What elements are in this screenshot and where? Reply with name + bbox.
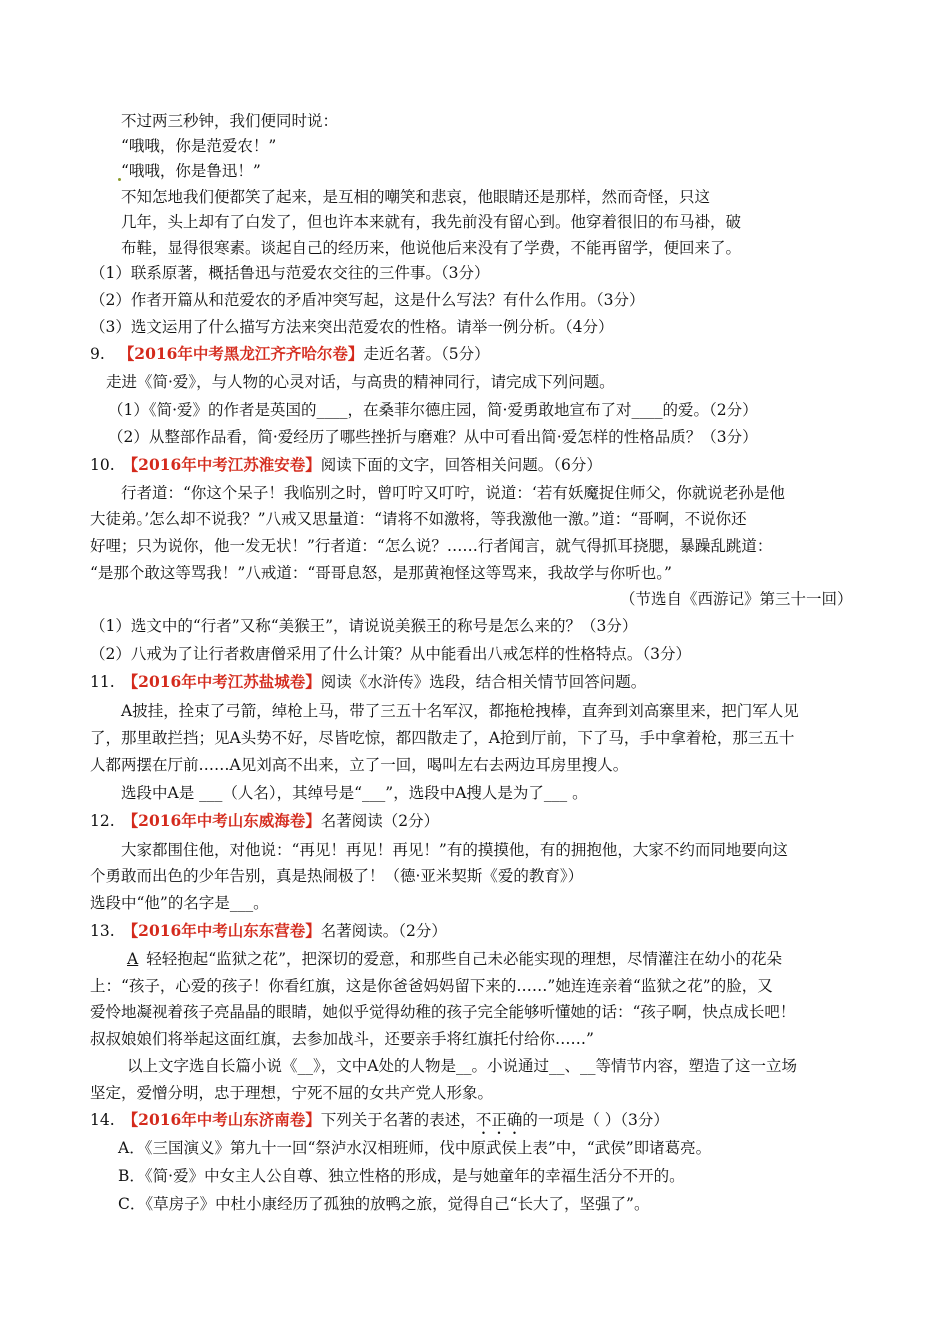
- passage-line: [127, 948, 782, 970]
- passage-line: 爱怜地凝视着孩子亮晶晶的眼睛，她似乎觉得幼稚的孩子完全能够听懂她的话：“孩子啊，快点成长吧！: [90, 1003, 796, 1021]
- passage-line: 个勇敢而出色的少年告别，真是热闹极了！（德·亚米契斯《爱的教育》）: [90, 867, 584, 885]
- emphasis-text: 不正确: [475, 1111, 523, 1129]
- question-title: 名著阅读。（2分）: [320, 922, 447, 940]
- question-intro: 走进《简·爱》，与人物的心灵对话，与高贵的精神同行，请完成下列问题。: [106, 373, 615, 391]
- question-item: （1）选文中的“行者”又称“美猴王”，请说说美猴王的称号是怎么来的？（3分）: [90, 617, 638, 635]
- question-item: 以上文字选自长篇小说《__》，文中A处的人物是__。小说通过__、__等情节内容，塑造了这一立场: [127, 1057, 797, 1075]
- question-item: （2）八戒为了让行者救唐僧采用了什么计策？从中能看出八戒怎样的性格特点。（3分）: [90, 645, 691, 663]
- option-b: B．《简·爱》中女主人公自尊、独立性格的形成，是与她童年的幸福生活分不开的。: [118, 1167, 685, 1185]
- source-tag: 【2016年中考黑龙江齐齐哈尔卷】: [118, 344, 364, 363]
- question-title: 阅读《水浒传》选段，结合相关情节回答问题。: [320, 673, 647, 691]
- passage-line: 行者道：“你这个呆子！我临别之时，曾叮咛又叮咛，说道：‘若有妖魔捉住师父，你就说老孙是他: [121, 484, 785, 502]
- source-tag: 【2016年中考山东东营卷】: [122, 921, 321, 940]
- passage-line: “哦哦，你是鲁迅！”: [121, 162, 261, 180]
- passage-line: 不知怎地我们便都笑了起来，是互相的嘲笑和悲哀，他眼睛还是那样，然而奇怪，只这: [121, 188, 711, 206]
- question-11-heading: [90, 671, 646, 693]
- citation: （节选自《西游记》第三十一回）: [620, 590, 853, 608]
- passage-line: 上：“孩子，心爱的孩子！你看红旗，这是你爸爸妈妈留下来的……”她连连亲着“监狱之花”的脸，又: [90, 977, 773, 995]
- question-item: （1）《简·爱》的作者是英国的____，在桑菲尔德庄园，简·爱勇敢地宣布了对____的爱。（2分）: [108, 401, 758, 419]
- passage-line: 几年，头上却有了白发了，但也许本来就有，我先前没有留心到。他穿着很旧的布马褂，破: [121, 213, 742, 231]
- question-item: （2）从整部作品看，简·爱经历了哪些挫折与磨难？从中可看出简·爱怎样的性格品质？（3分）: [108, 428, 758, 446]
- question-item: 选段中“他”的名字是___。: [90, 894, 269, 912]
- passage-line: 好哩；只为说你，他一发无状！”行者道：“怎么说？……行者闻言，就气得抓耳挠腮，暴躁乱跳道：: [90, 537, 773, 555]
- question-number: 13.: [90, 922, 115, 940]
- question-title: 走近名著。（5分）: [363, 345, 490, 363]
- question-title: 下列关于名著的表述，: [320, 1111, 476, 1129]
- question-title: 名著阅读（2分）: [320, 812, 440, 830]
- question-title-end: 的一项是（ ）（3分）: [522, 1111, 669, 1129]
- source-tag: 【2016年中考山东威海卷】: [122, 811, 321, 830]
- source-tag: 【2016年中考江苏盐城卷】: [122, 672, 321, 691]
- question-14-heading: [90, 1109, 669, 1138]
- ink-dot: [118, 178, 121, 181]
- blank-a: A: [127, 950, 139, 968]
- question-9-heading: [90, 343, 490, 365]
- option-a: A．《三国演义》第九十一回“祭泸水汉相班师，伐中原武侯上表”中，“武侯”即诸葛亮。: [118, 1139, 712, 1157]
- passage-line: “是那个敢这等骂我！”八戒道：“哥哥息怒，是那黄袍怪这等骂来，我故学与你听也。”: [90, 564, 672, 582]
- option-c: C．《草房子》中杜小康经历了孤独的放鸭之旅，觉得自己“长大了，坚强了”。: [118, 1195, 650, 1213]
- question-12-heading: [90, 810, 439, 832]
- question-item: 选段中A是 ___（人名），其绰号是“___”，选段中A搜人是为了___ 。: [121, 784, 588, 802]
- passage-line: “哦哦，你是范爱农！”: [121, 137, 277, 155]
- passage-line: 大家都围住他，对他说：“再见！再见！再见！”有的摸摸他，有的拥抱他，大家不约而同地要向这: [121, 841, 788, 859]
- question-item: 坚定，爱憎分明，忠于理想，宁死不屈的女共产党人形象。: [90, 1084, 494, 1102]
- question-number: 10.: [90, 456, 115, 474]
- passage-line: 叔叔娘娘们将举起这面红旗，去参加战斗，还要亲手将红旗托付给你……”: [90, 1030, 594, 1048]
- passage-line: 大徒弟。’怎么却不说我？”八戒又思量道：“请将不如激将，等我激他一激。”道：“哥啊，不说你还: [90, 510, 747, 528]
- question-number: 9.: [90, 345, 105, 363]
- question-item: （2）作者开篇从和范爱农的矛盾冲突写起，这是什么写法？有什么作用。（3分）: [90, 291, 645, 309]
- question-number: 12.: [90, 812, 115, 830]
- question-item: （3）选文运用了什么描写方法来突出范爱农的性格。请举一例分析。（4分）: [90, 318, 614, 336]
- question-item: （1）联系原著，概括鲁迅与范爱农交往的三件事。（3分）: [90, 264, 490, 282]
- passage-line: 布鞋，显得很寒素。谈起自己的经历来，他说他后来没有了学费，不能再留学，便回来了。: [121, 239, 742, 257]
- source-tag: 【2016年中考江苏淮安卷】: [122, 455, 321, 474]
- passage-text: 轻轻抱起“监狱之花”，把深切的爱意，和那些自己未必能实现的理想，尽情灌注在幼小的花朵: [146, 950, 783, 968]
- passage-line: 人都两摆在厅前……A见刘高不出来，立了一回，喝叫左右去两边耳房里搜人。: [90, 756, 629, 774]
- passage-line: 不过两三秒钟，我们便同时说：: [121, 112, 339, 130]
- question-13-heading: [90, 920, 447, 942]
- passage-line: 了，那里敢拦挡；见A头势不好，尽皆吃惊，都四散走了，A抢到厅前，下了马，手中拿着枪，那三五十: [90, 729, 795, 747]
- source-tag: 【2016年中考山东济南卷】: [122, 1110, 321, 1129]
- question-number: 11.: [90, 673, 115, 691]
- question-title: 阅读下面的文字，回答相关问题。（6分）: [320, 456, 602, 474]
- question-number: 14.: [90, 1111, 115, 1129]
- passage-line: A披挂，拴束了弓箭，绰枪上马，带了三五十名军汉，都拖枪拽棒，直奔到刘高寨里来，把门军人见: [121, 702, 799, 720]
- question-10-heading: [90, 454, 602, 476]
